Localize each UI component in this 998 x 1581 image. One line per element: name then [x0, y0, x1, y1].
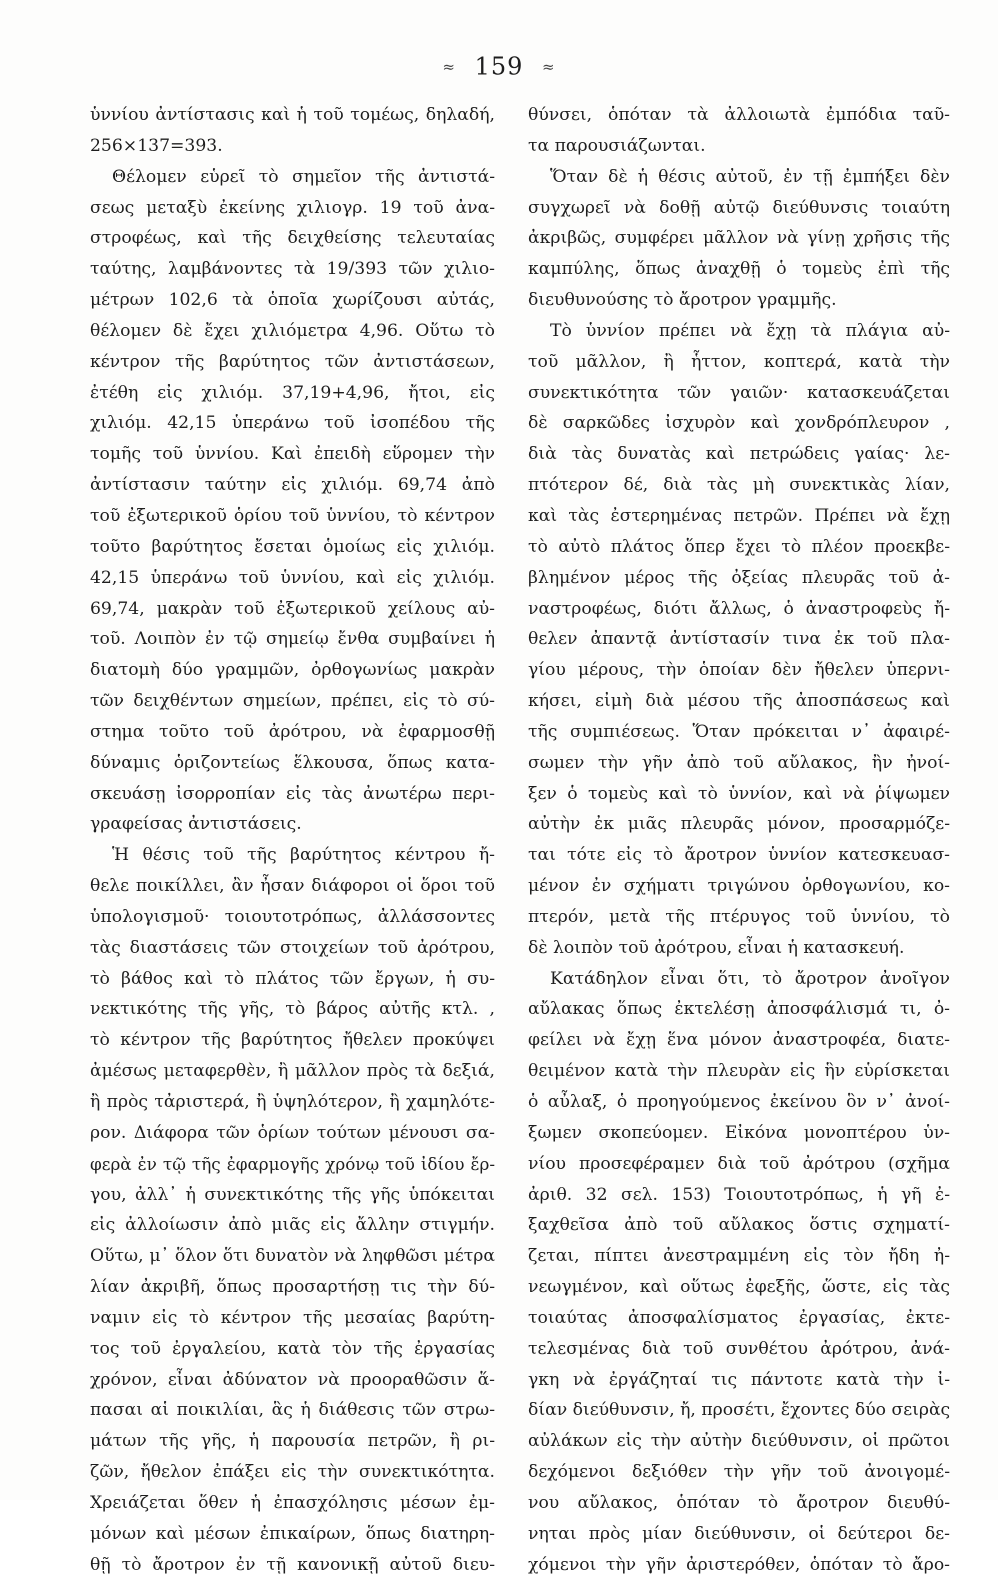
text-line: ζεται, πίπτει ἀνεστραμμένη εἰς τὸν ἤδη ἠ- — [528, 1246, 950, 1267]
right-ornament-icon: ≈ — [542, 57, 556, 76]
text-line: τομῆς τοῦ ὑννίου. Καὶ ἐπειδὴ εὕρομεν τὴν — [90, 444, 495, 465]
text-line: Τὸ ὑννίον πρέπει νὰ ἔχῃ τὰ πλάγια αὐ- — [550, 320, 950, 341]
text-line: Ὅταν δὲ ἡ θέσις αὐτοῦ, ἐν τῇ ἐμπήξει δὲν — [550, 166, 950, 187]
text-line: θελε ποικίλλει, ἂν ἦσαν διάφοροι οἱ ὅροι τοῦ — [90, 876, 495, 897]
text-line: τὰς διαστάσεις τῶν στοιχείων τοῦ ἀρότρου, — [90, 937, 495, 958]
text-line: ὑπολογισμοῦ· τοιουτοτρόπως, ἀλλάσσοντες — [90, 906, 495, 927]
text-line: Θέλομεν εὑρεῖ τὸ σημεῖον τῆς ἀντιστά- — [112, 166, 495, 187]
text-line: βλημένον μέρος τῆς ὀξείας πλευρᾶς τοῦ ἀ- — [528, 567, 950, 588]
text-line: μάτων τῆς γῆς, ἡ παρουσία πετρῶν, ἢ ρι- — [90, 1431, 495, 1452]
text-line: κήσει, εἰμὴ διὰ μέσου τῆς ἀποσπάσεως καὶ — [528, 691, 950, 712]
text-line: ναμιν εἰς τὸ κέντρον τῆς μεσαίας βαρύτη- — [90, 1307, 495, 1328]
text-line: συγχωρεῖ νὰ δοθῇ αὐτῷ διεύθυνσις τοιαύτη — [528, 197, 950, 218]
text-line: 69,74, μακρὰν τοῦ ἐξωτερικοῦ χείλους αὐ- — [90, 598, 495, 619]
text-line: στροφέως, καὶ τῆς δειχθείσης τελευταίας — [90, 228, 495, 249]
text-line: τος τοῦ ἐργαλείου, κατὰ τὸν τῆς ἐργασίας — [90, 1338, 495, 1359]
text-line: ἀριθ. 32 σελ. 153) Τοιουτοτρόπως, ἡ γῆ ἐ- — [528, 1184, 950, 1205]
text-line: σωμεν τὴν γῆν ἀπὸ τοῦ αὔλακος, ἢν ἠνοί- — [528, 752, 950, 773]
text-line: τοῦ ἐξωτερικοῦ ὁρίου τοῦ ὑννίου, τὸ κέντρον — [90, 505, 495, 526]
text-line: θύνσει, ὁπόταν τὰ ἀλλοιωτὰ ἐμπόδια ταῦ- — [528, 105, 950, 125]
text-line: δύναμις ὁριζοντείως ἕλκουσα, ὅπως κατα- — [90, 752, 495, 773]
text-line: νου αὔλακος, ὁπόταν τὸ ἄροτρον διευθύ- — [528, 1492, 950, 1513]
text-line: χρόνον, εἶναι ἀδύνατον νὰ προοραθῶσιν ἅ- — [90, 1369, 495, 1390]
text-line: 256×137=393. — [90, 135, 223, 156]
text-line: τοιαύτας ἀποσφαλίσματος ἐργασίας, ἐκτε- — [528, 1307, 950, 1328]
text-line: φερὰ ἐν τῷ τῆς ἐφαρμογῆς χρόνῳ τοῦ ἰδίου ἔρ- — [90, 1153, 495, 1174]
text-line: διατομὴ δύο γραμμῶν, ὀρθογωνίως μακρὰν — [90, 660, 495, 681]
text-line: εἰς ἀλλοίωσιν ἀπὸ μιᾶς εἰς ἄλλην στιγμήν. — [90, 1215, 495, 1236]
text-line: μέτρων 102,6 τὰ ὁποῖα χωρίζουσι αὐτάς, — [90, 290, 495, 311]
text-line: ναστροφέως, διότι ἄλλως, ὁ ἀναστροφεὺς ἤ- — [528, 598, 950, 619]
text-line: ἢ πρὸς τἀριστερά, ἢ ὑψηλότερον, ἢ χαμηλότε- — [90, 1092, 495, 1112]
text-line: ἀκριβῶς, συμφέρει μᾶλλον νὰ γίνῃ χρῆσις τῆς — [528, 228, 950, 249]
text-line: Κατάδηλον εἶναι ὅτι, τὸ ἄροτρον ἀνοῖγον — [550, 968, 950, 989]
text-line: αὐτὴν ἐκ μιᾶς πλευρᾶς μόνον, προσαρμόζε- — [528, 814, 950, 835]
left-text-column — [90, 100, 495, 1581]
text-line: μένον ἐν σχήματι τριγώνου ὀρθογωνίου, κο- — [528, 876, 950, 897]
text-line: στημα τοῦτο τοῦ ἀρότρου, νὰ ἐφαρμοσθῇ — [90, 721, 495, 742]
text-line: τὸ βάθος καὶ τὸ πλάτος τῶν ἔργων, ἡ συ- — [90, 968, 495, 989]
text-line: ξαχθεῖσα ἀπὸ τοῦ αὔλακος ὅστις σχηματί- — [528, 1215, 950, 1236]
right-text-column — [528, 100, 950, 1581]
text-line: 42,15 ὑπεράνω τοῦ ὑννίου, καὶ εἰς χιλιόμ. — [90, 567, 495, 588]
text-line: καὶ τὰς ἐστερημένας πετρῶν. Πρέπει νὰ ἔχῃ — [528, 505, 950, 526]
text-line: θέλομεν δὲ ἔχει χιλιόμετρα 4,96. Οὕτω τὸ — [90, 320, 495, 341]
text-line: τελεσμένας διὰ τοῦ συνθέτου ἀρότρου, ἀνά- — [528, 1338, 950, 1359]
text-line: δεχόμενοι δεξιόθεν τὴν γῆν τοῦ ἀνοιγομέ- — [528, 1462, 950, 1483]
text-line: θειμένον κατὰ τὴν πλευρὰν εἰς ἣν εὑρίσκεται — [528, 1061, 950, 1082]
text-line: νηται πρὸς μίαν διεύθυνσιν, οἱ δεύτεροι δε- — [528, 1523, 950, 1544]
text-line: ται τότε εἰς τὸ ἄροτρον ὑννίον κατεσκευασ- — [528, 845, 950, 866]
text-line: Χρειάζεται ὅθεν ἡ ἐπασχόλησις μέσων ἐμ- — [90, 1492, 495, 1513]
text-line: νίου προσεφέραμεν διὰ τοῦ ἀρότρου (σχῆμα — [528, 1153, 950, 1174]
text-line: τῆς συμπιέσεως. Ὅταν πρόκειται ν᾽ ἀφαιρέ- — [528, 721, 950, 742]
text-line: κέντρον τῆς βαρύτητος τῶν ἀντιστάσεων, — [90, 351, 495, 372]
text-line: δίαν διεύθυνσιν, ἤ, προσέτι, ἔχοντες δύο σειρὰς — [528, 1400, 951, 1421]
text-line: τὸ κέντρον τῆς βαρύτητος ἤθελεν προκύψει — [90, 1030, 495, 1051]
text-line: γου, ἀλλ᾽ ἡ συνεκτικότης τῆς γῆς ὑπόκειται — [90, 1184, 495, 1205]
text-line: χόμενοι τὴν γῆν ἀριστερόθεν, ὁπόταν τὸ ἄρο- — [528, 1554, 950, 1575]
text-line: συνεκτικότητα τῶν γαιῶν· κατασκευάζεται — [528, 382, 950, 403]
text-line: ρον. Διάφορα τῶν ὁρίων τούτων μένουσι σα- — [90, 1122, 495, 1143]
left-ornament-icon: ≈ — [442, 57, 456, 76]
text-line: τῶν δειχθέντων σημείων, πρέπει, εἰς τὸ σύ- — [90, 691, 495, 712]
text-line: νεκτικότης τῆς γῆς, τὸ βάρος αὐτῆς κτλ. , — [90, 999, 495, 1020]
text-line: γίου μέρους, τὴν ὁποίαν δὲν ἤθελεν ὑπερνι- — [528, 660, 950, 681]
text-line: χιλιόμ. 42,15 ὑπεράνω τοῦ ἰσοπέδου τῆς — [90, 413, 495, 434]
text-line: δὲ σαρκῶδες ἰσχυρὸν καὶ χονδρόπλευρον , — [528, 413, 950, 434]
page-header — [0, 50, 998, 82]
text-line: πτότερον δέ, διὰ τὰς μὴ συνεκτικὰς λίαν, — [528, 475, 950, 496]
text-line: ἀμέσως μεταφερθὲν, ἢ μᾶλλον πρὸς τὰ δεξιά, — [90, 1061, 495, 1082]
text-line: ὑννίου ἀντίστασις καὶ ἡ τοῦ τομέως, δηλαδή, — [90, 105, 495, 125]
text-line: μόνων καὶ μέσων ἐπικαίρων, ὅπως διατηρη- — [90, 1523, 495, 1544]
text-line: νεωγμένον, καὶ οὕτως ἐφεξῆς, ὥστε, εἰς τὰς — [528, 1277, 950, 1298]
text-line: ταύτης, λαμβάνοντες τὰ 19/393 τῶν χιλιο- — [90, 259, 495, 280]
text-line: ἐτέθη εἰς χιλιόμ. 37,19+4,96, ἤτοι, εἰς — [90, 382, 495, 403]
text-line: αὔλακας ὅπως ἐκτελέσῃ ἀποσφάλισμά τι, ὀ- — [528, 999, 950, 1020]
text-line: αὐλάκων εἰς τὴν αὐτὴν διεύθυνσιν, οἱ πρῶτοι — [528, 1431, 950, 1452]
text-line: ξωμεν σκοπεύομεν. Εἰκόνα μονοπτέρου ὑν- — [528, 1122, 950, 1143]
text-line: πτερόν, μετὰ τῆς πτέρυγος τοῦ ὑννίου, τὸ — [528, 906, 950, 927]
text-line: ξεν ὁ τομεὺς καὶ τὸ ὑννίον, καὶ νὰ ῥίψωμεν — [528, 783, 950, 804]
text-line: διευθυνούσης τὸ ἄροτρον γραμμῆς. — [528, 290, 837, 311]
text-line: γραφείσας ἀντιστάσεις. — [90, 814, 302, 835]
text-line: θῇ τὸ ἄροτρον ἐν τῇ κανονικῇ αὐτοῦ διευ- — [90, 1554, 495, 1575]
text-line: τα παρουσιάζωνται. — [528, 135, 706, 156]
text-line: ἀντίστασιν ταύτην εἰς χιλιόμ. 69,74 ἀπὸ — [90, 475, 495, 496]
text-line: Ἡ θέσις τοῦ τῆς βαρύτητος κέντρου ἤ- — [112, 845, 495, 866]
text-line: τὸ αὐτὸ πλάτος ὅπερ ἔχει τὸ πλέον προεκβε- — [528, 536, 950, 557]
text-line: ὁ αὖλαξ, ὁ προηγούμενος ἐκείνου ὃν ν᾽ ἀνοί- — [528, 1092, 950, 1112]
text-line: σκευάσῃ ἰσορροπίαν εἰς τὰς ἀνωτέρω περι- — [90, 783, 495, 804]
text-line: τοῦ. Λοιπὸν ἐν τῷ σημείῳ ἔνθα συμβαίνει ἡ — [90, 629, 495, 650]
text-line: καμπύλης, ὅπως ἀναχθῇ ὁ τομεὺς ἐπὶ τῆς — [528, 259, 950, 280]
text-line: φείλει νὰ ἔχῃ ἕνα μόνον ἀναστροφέα, διατε- — [528, 1030, 950, 1051]
text-line: τοῦτο βαρύτητος ἔσεται ὁμοίως εἰς χιλιόμ. — [90, 536, 495, 557]
text-line: σεως μεταξὺ ἐκείνης χιλιογρ. 19 τοῦ ἀνα- — [90, 197, 495, 218]
text-line: γκη νὰ ἐργάζηταί τις πάντοτε κατὰ τὴν ἰ- — [528, 1369, 950, 1390]
page-number: 159 — [474, 52, 524, 81]
text-line: τοῦ μᾶλλον, ἢ ἧττον, κοπτερά, κατὰ τὴν — [528, 351, 950, 372]
text-line: λίαν ἀκριβῆ, ὅπως προσαρτήσῃ τις τὴν δύ- — [90, 1277, 495, 1298]
text-line: πασαι αἱ ποικιλίαι, ἃς ἡ διάθεσις τῶν στρω- — [90, 1400, 495, 1421]
text-line: δὲ λοιπὸν τοῦ ἀρότρου, εἶναι ἡ κατασκευή. — [528, 937, 905, 958]
text-line: Οὕτω, μ᾽ ὅλον ὅτι δυνατὸν νὰ ληφθῶσι μέτρα — [90, 1246, 495, 1267]
text-line: διὰ τὰς δυνατὰς καὶ πετρώδεις γαίας· λε- — [528, 444, 950, 465]
text-line: θελεν ἀπαντᾷ ἀντίστασίν τινα ἐκ τοῦ πλα- — [528, 629, 950, 650]
text-line: ζῶν, ἤθελον ἐπάξει εἰς τὴν συνεκτικότητα. — [90, 1462, 495, 1483]
